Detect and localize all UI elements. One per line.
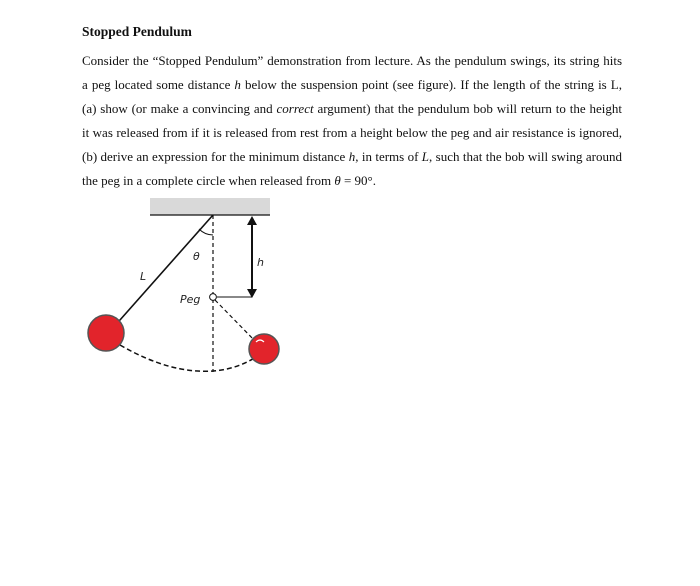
ceiling-support — [150, 198, 270, 215]
peg-string-dashed — [215, 300, 258, 344]
swing-path-dashed — [120, 345, 262, 371]
text-run: below the suspension point (see figure). If the length of the string is L, (a) show (or make a convincing and — [82, 77, 622, 116]
problem-text — [82, 49, 622, 193]
problem-title: Stopped Pendulum — [82, 24, 192, 39]
text-run: , such that the bob will swing around the peg in a complete circle when released from — [82, 149, 622, 188]
peg — [210, 294, 217, 301]
bob-right — [249, 334, 279, 364]
pendulum-string — [112, 215, 213, 329]
text-run: = 90°. — [340, 173, 376, 188]
bob-left — [88, 315, 124, 351]
label-L: L — [140, 270, 147, 283]
text-italic-run: h — [234, 77, 241, 92]
label-h: h — [257, 256, 264, 269]
text-run: argument) that the pendulum bob will return to the height it was released from if it is released from rest from a height below the peg and air resistance is ignored, (b) derive an expression for the minimum distance — [82, 101, 622, 164]
text-italic-run: correct — [276, 101, 314, 116]
text-italic-run: L — [421, 149, 430, 164]
theta-angle-arc — [199, 229, 213, 235]
text-italic-run: h — [348, 149, 356, 164]
label-theta: θ — [193, 250, 200, 263]
text-run: Consider the “Stopped Pendulum” demonstration from lecture. As the pendulum swings, its string hits a peg located some distance — [82, 53, 622, 92]
pendulum-figure — [80, 192, 295, 387]
h-arrow-head-top — [247, 216, 257, 225]
label-peg: Peg — [180, 293, 201, 306]
text-run: , in terms of — [355, 149, 422, 164]
text-italic-run: θ — [334, 173, 341, 188]
